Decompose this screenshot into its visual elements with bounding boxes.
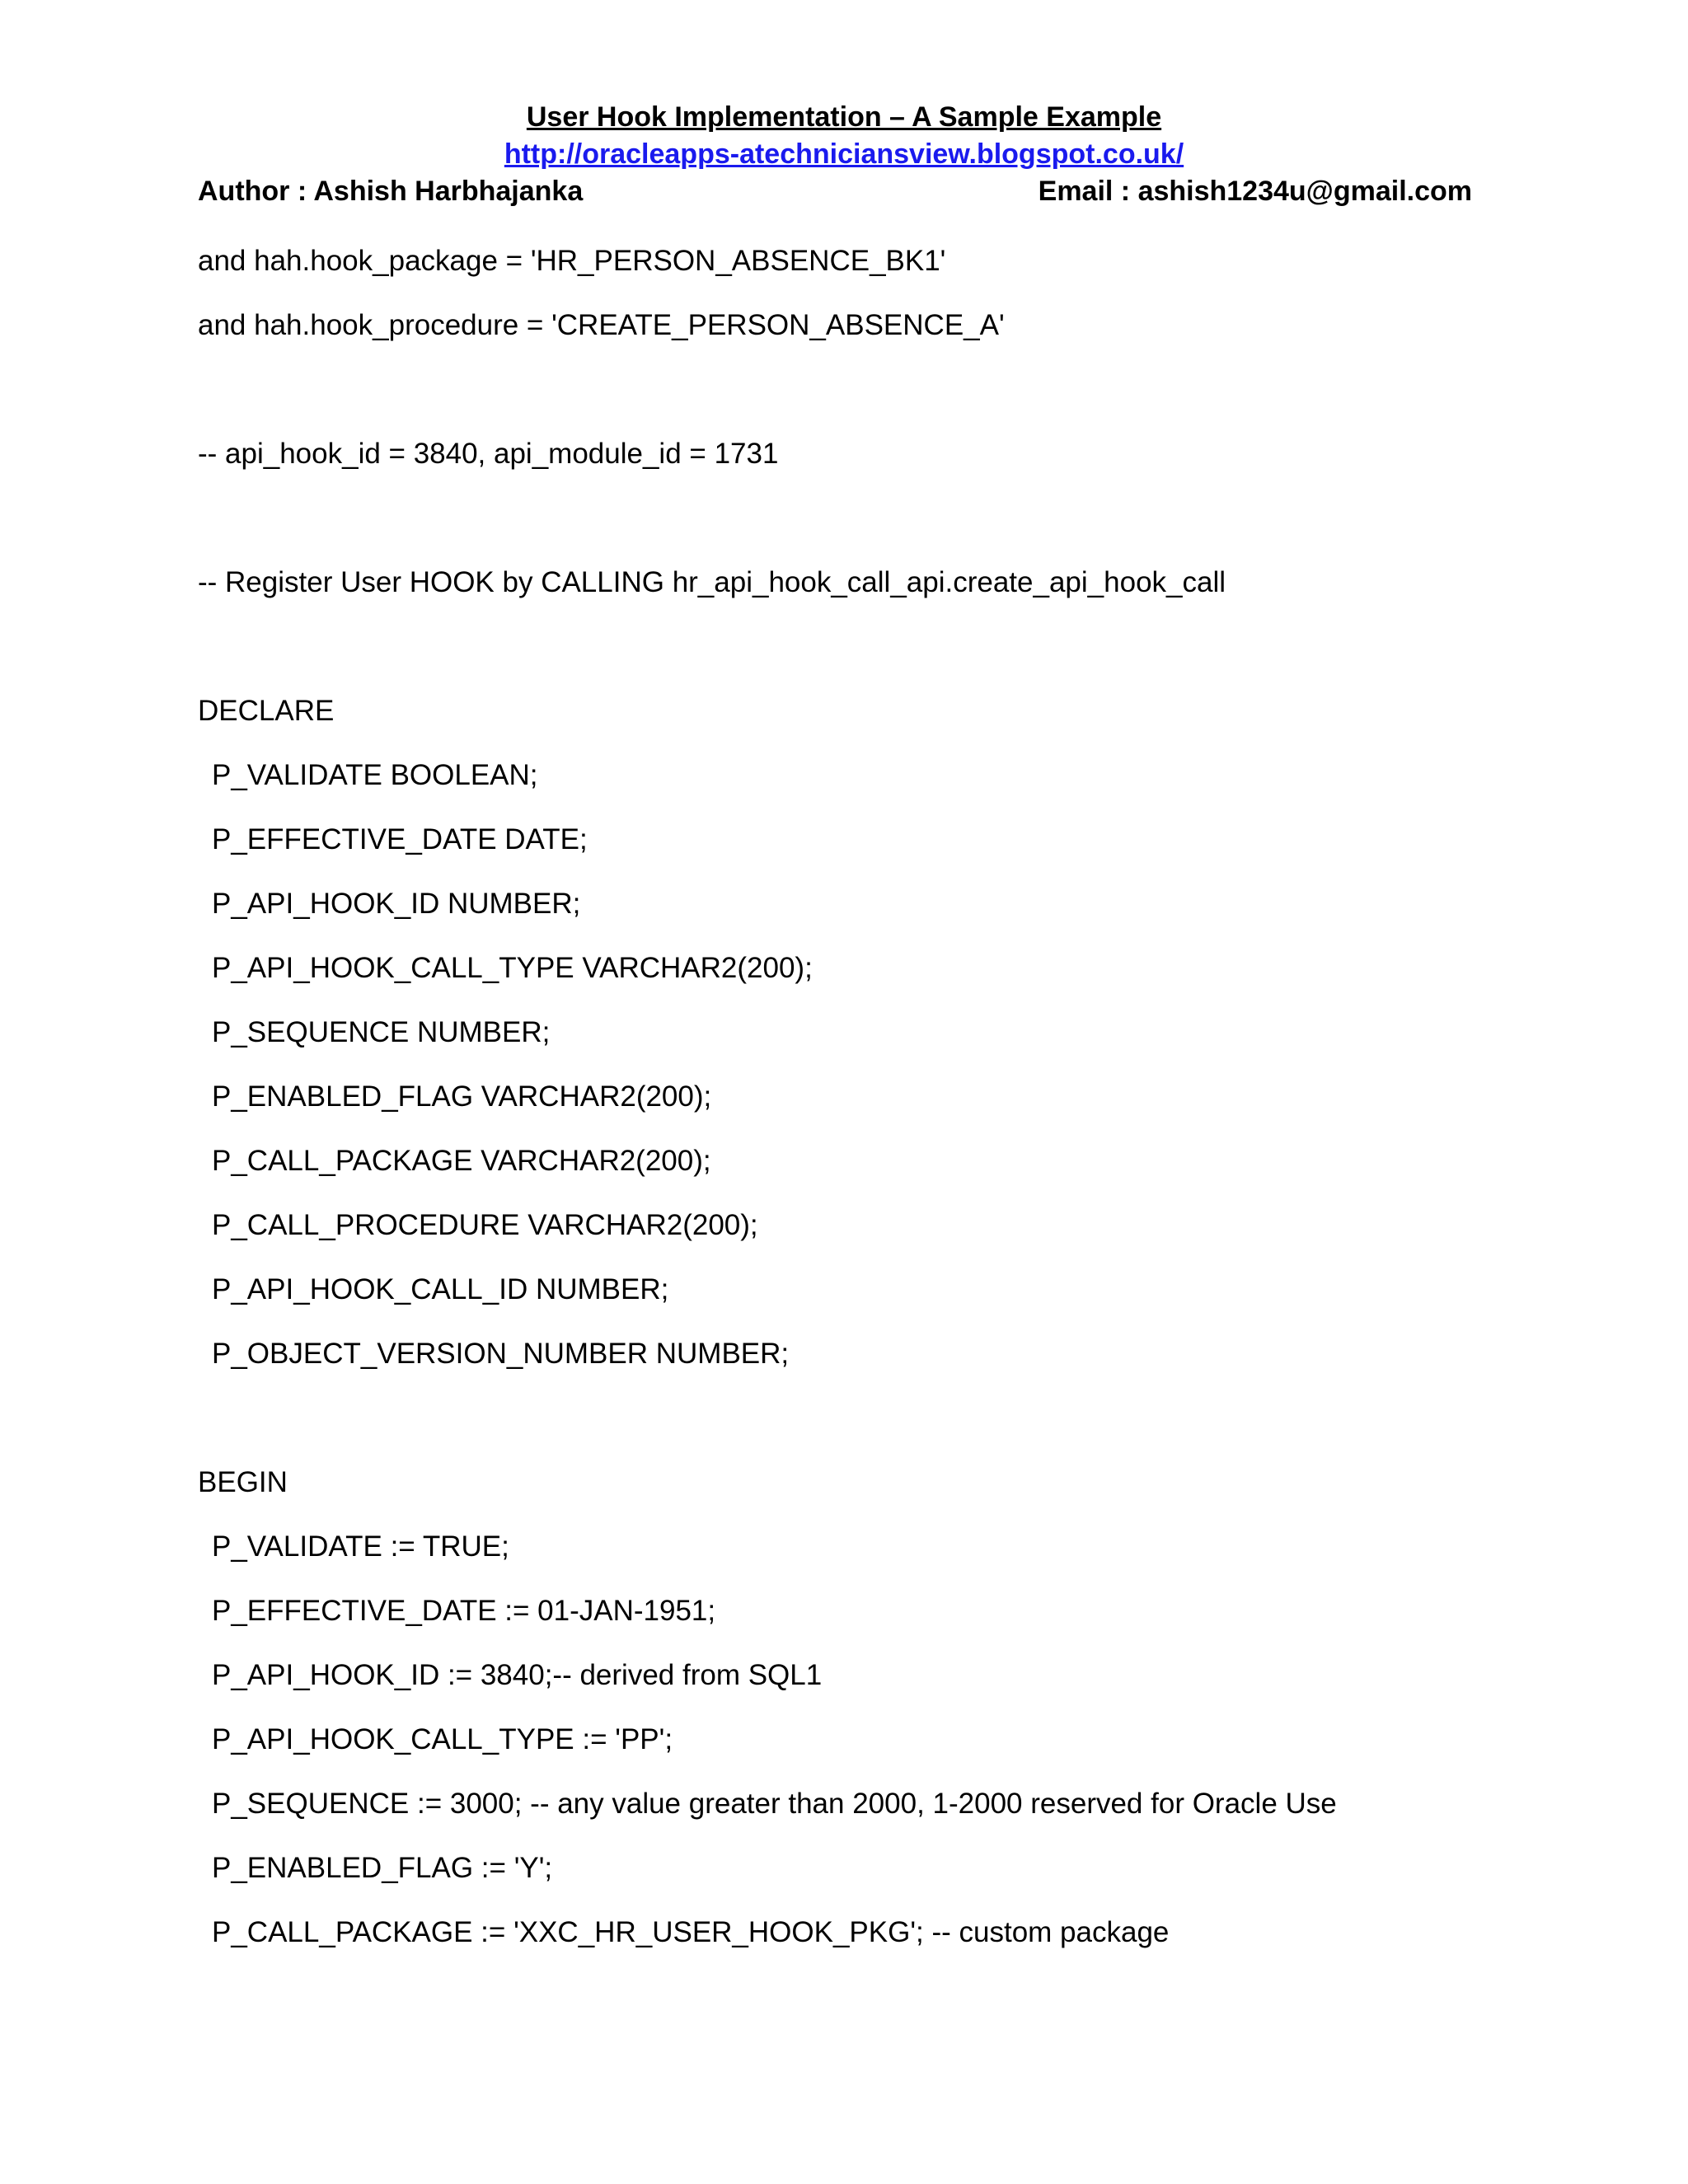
blank-line <box>198 499 1517 563</box>
code-line: P_API_HOOK_ID := 3840;-- derived from SQL1 <box>212 1659 823 1691</box>
code-line: DECLARE <box>198 695 335 727</box>
email-label: Email : ashish1234u@gmail.com <box>1038 176 1472 207</box>
code-line: P_API_HOOK_ID NUMBER; <box>212 888 581 920</box>
blank-line <box>198 1399 1517 1463</box>
code-line: P_VALIDATE BOOLEAN; <box>212 759 538 791</box>
code-line: P_CALL_PACKAGE VARCHAR2(200); <box>212 1145 711 1177</box>
code-line: P_API_HOOK_CALL_TYPE VARCHAR2(200); <box>212 952 813 984</box>
code-line: P_EFFECTIVE_DATE DATE; <box>212 823 588 855</box>
code-line: P_EFFECTIVE_DATE := 01-JAN-1951; <box>212 1595 716 1627</box>
code-body <box>198 241 1517 1977</box>
code-line: P_OBJECT_VERSION_NUMBER NUMBER; <box>212 1338 790 1370</box>
code-line: P_ENABLED_FLAG := 'Y'; <box>212 1852 553 1884</box>
code-line: -- Register User HOOK by CALLING hr_api_hook_call_api.create_api_hook_call <box>198 566 1226 598</box>
code-line: P_SEQUENCE := 3000; -- any value greater than 2000, 1-2000 reserved for Oracle Use <box>212 1788 1337 1820</box>
code-line: and hah.hook_package = 'HR_PERSON_ABSENCE_BK1' <box>198 245 946 277</box>
code-line: P_SEQUENCE NUMBER; <box>212 1016 551 1048</box>
code-line: P_ENABLED_FLAG VARCHAR2(200); <box>212 1080 712 1113</box>
author-label: Author : Ashish Harbhajanka <box>198 176 584 207</box>
code-line: P_CALL_PACKAGE := 'XXC_HR_USER_HOOK_PKG'; -- custom package <box>212 1916 1170 1948</box>
code-line: P_API_HOOK_CALL_ID NUMBER; <box>212 1273 669 1305</box>
document-title: User Hook Implementation – A Sample Example <box>526 101 1162 133</box>
blog-link[interactable]: http://oracleapps-atechniciansview.blogspot.co.uk/ <box>504 138 1184 170</box>
code-line: P_VALIDATE := TRUE; <box>212 1530 509 1563</box>
code-line: P_CALL_PROCEDURE VARCHAR2(200); <box>212 1209 758 1241</box>
blank-line <box>198 370 1517 434</box>
code-line: and hah.hook_procedure = 'CREATE_PERSON_ABSENCE_A' <box>198 309 1005 341</box>
code-line: P_API_HOOK_CALL_TYPE := 'PP'; <box>212 1723 673 1755</box>
code-line: BEGIN <box>198 1466 288 1498</box>
blank-line <box>198 627 1517 691</box>
code-line: -- api_hook_id = 3840, api_module_id = 1731 <box>198 438 779 470</box>
